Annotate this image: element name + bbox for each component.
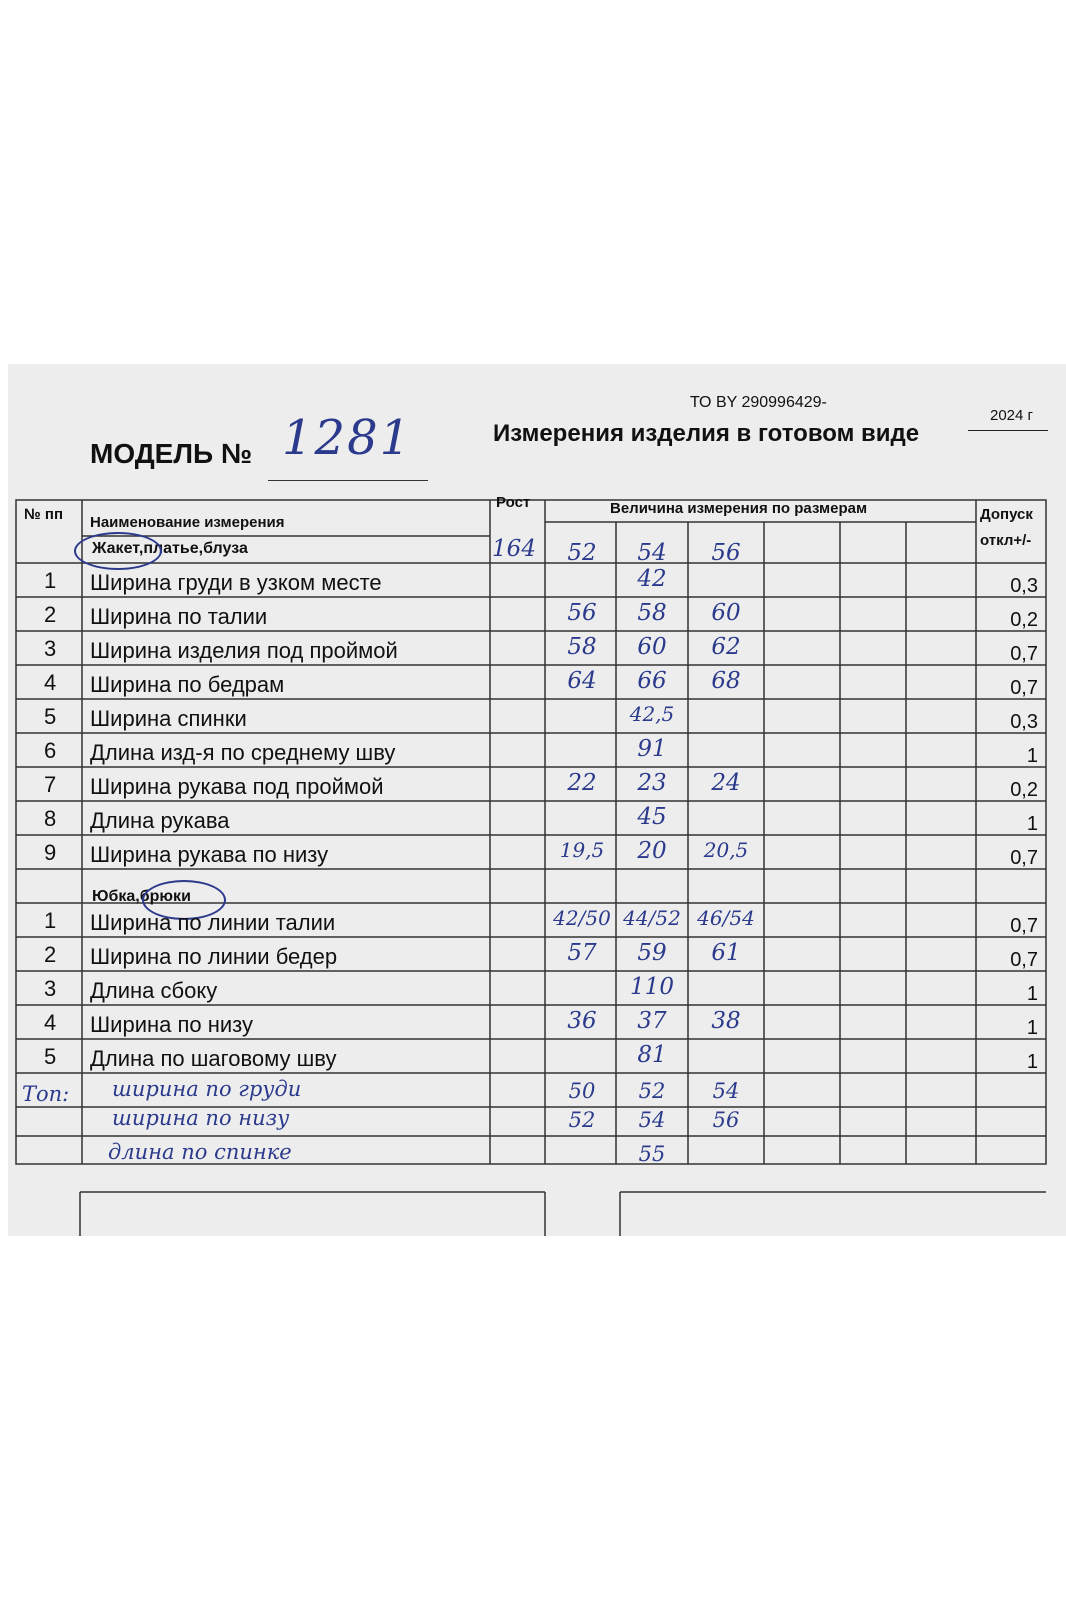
tolerance-value: 1 [1026, 745, 1038, 767]
measurement-name: Ширина по линии талии [90, 910, 336, 935]
measurement-name: Ширина по линии бедер [90, 944, 338, 969]
measurement-name: Ширина по бедрам [90, 672, 285, 697]
tolerance-value: 0,2 [1010, 779, 1038, 801]
measurement-value: 62 [711, 634, 741, 660]
measurement-name: Длина рукава [90, 808, 230, 833]
measurement-value: 68 [711, 668, 741, 694]
column-header-height: Рост [496, 494, 531, 511]
handwritten-measurement-value: 55 [638, 1142, 666, 1166]
measurement-value: 24 [711, 770, 741, 796]
row-number: 4 [44, 670, 57, 695]
model-label: МОДЕЛЬ № [90, 438, 253, 469]
technical-spec-code: ТО BY 290996429- [690, 394, 827, 411]
measurement-value: 58 [567, 634, 597, 660]
row-number: 1 [44, 908, 57, 933]
row-number: 2 [44, 602, 57, 627]
tolerance-value: 0,7 [1010, 677, 1038, 699]
tolerance-value: 1 [1026, 1051, 1038, 1073]
tolerance-value: 0,7 [1010, 949, 1038, 971]
row-number: 3 [44, 976, 57, 1001]
row-number: 5 [44, 1044, 57, 1069]
hand-drawn-circle [74, 532, 162, 570]
handwritten-measurement-value: 54 [638, 1108, 666, 1132]
measurement-value: 81 [637, 1042, 667, 1068]
measurement-name: Ширина по низу [90, 1012, 254, 1037]
measurement-name: Длина сбоку [90, 978, 218, 1003]
measurement-name: Ширина изделия под проймой [90, 638, 398, 663]
size-header-value: 56 [711, 540, 741, 566]
measurement-value: 22 [567, 770, 597, 796]
tolerance-value: 1 [1026, 813, 1038, 835]
measurement-value: 46/54 [697, 906, 755, 930]
row-number: 3 [44, 636, 57, 661]
measurement-value: 91 [637, 736, 667, 762]
measurement-value: 64 [567, 668, 597, 694]
tolerance-value: 0,7 [1010, 915, 1038, 937]
measurement-value: 58 [637, 600, 667, 626]
row-number: 2 [44, 942, 57, 967]
row-number: 4 [44, 1010, 57, 1035]
measurement-name: Длина изд-я по среднему шву [90, 740, 396, 765]
measurement-value: 19,5 [559, 838, 605, 862]
section-title-skirt: Юбка,брюки [92, 888, 191, 905]
tolerance-value: 0,7 [1010, 643, 1038, 665]
measurement-value: 110 [630, 974, 674, 1000]
row-number: 5 [44, 704, 57, 729]
handwritten-measurement-value: 56 [712, 1108, 740, 1132]
measurement-value: 45 [637, 804, 667, 830]
measurement-value: 61 [711, 940, 741, 966]
column-header-sizes: Величина измерения по размерам [610, 500, 868, 517]
column-header-number: № пп [24, 506, 64, 523]
column-header-tolerance: Допуск [980, 506, 1033, 523]
size-header-value: 52 [567, 540, 597, 566]
measurement-value: 37 [637, 1008, 667, 1034]
handwritten-measurement-name: ширина по груди [112, 1077, 302, 1101]
tolerance-value: 0,3 [1010, 575, 1038, 597]
row-number: 9 [44, 840, 57, 865]
handwritten-measurement-value: 52 [638, 1079, 666, 1103]
measurement-name: Ширина спинки [90, 706, 247, 731]
measurement-name: Ширина груди в узком месте [90, 570, 382, 595]
tolerance-value: 0,3 [1010, 711, 1038, 733]
row-number: 6 [44, 738, 57, 763]
measurement-value: 23 [637, 770, 667, 796]
measurement-value: 42 [637, 566, 667, 592]
measurement-value: 57 [567, 940, 597, 966]
size-header-value: 54 [637, 540, 667, 566]
model-number-handwritten: 1281 [282, 410, 413, 466]
year-label: 2024 г [990, 407, 1034, 424]
measurement-value: 42/50 [553, 906, 611, 930]
measurement-value: 60 [711, 600, 741, 626]
measurement-name: Длина по шаговому шву [90, 1046, 337, 1071]
column-header-name: Наименование измерения [90, 514, 285, 531]
measurement-value: 59 [637, 940, 667, 966]
row-number: 1 [44, 568, 57, 593]
tolerance-value: 0,2 [1010, 609, 1038, 631]
measurement-name: Ширина по талии [90, 604, 268, 629]
handwritten-measurement-value: 52 [568, 1108, 596, 1132]
handwritten-measurement-name: ширина по низу [112, 1106, 290, 1130]
measurement-value: 44/52 [623, 906, 681, 930]
handwritten-measurement-value: 50 [568, 1079, 596, 1103]
measurement-value: 60 [637, 634, 667, 660]
measurement-value: 42,5 [629, 702, 675, 726]
tolerance-value: 1 [1026, 983, 1038, 1005]
handwritten-measurement-value: 54 [712, 1079, 740, 1103]
column-header-tolerance-sub: откл+/- [980, 532, 1032, 549]
handwritten-height: 164 [492, 536, 536, 562]
handwritten-top-label: Топ: [22, 1082, 70, 1106]
tolerance-value: 1 [1026, 1017, 1038, 1039]
page-title: Измерения изделия в готовом виде [493, 420, 920, 447]
measurement-value: 36 [567, 1008, 597, 1034]
measurement-value: 66 [637, 668, 667, 694]
section-title-jacket: Жакет,платье,блуза [92, 540, 248, 557]
measurement-name: Ширина рукава по низу [90, 842, 329, 867]
measurement-value: 20,5 [703, 838, 749, 862]
measurement-value: 20 [637, 838, 667, 864]
tolerance-value: 0,7 [1010, 847, 1038, 869]
measurement-name: Ширина рукава под проймой [90, 774, 384, 799]
measurement-value: 56 [567, 600, 597, 626]
row-number: 7 [44, 772, 57, 797]
measurement-value: 38 [711, 1008, 741, 1034]
handwritten-measurement-name: длина по спинке [108, 1140, 292, 1164]
row-number: 8 [44, 806, 57, 831]
